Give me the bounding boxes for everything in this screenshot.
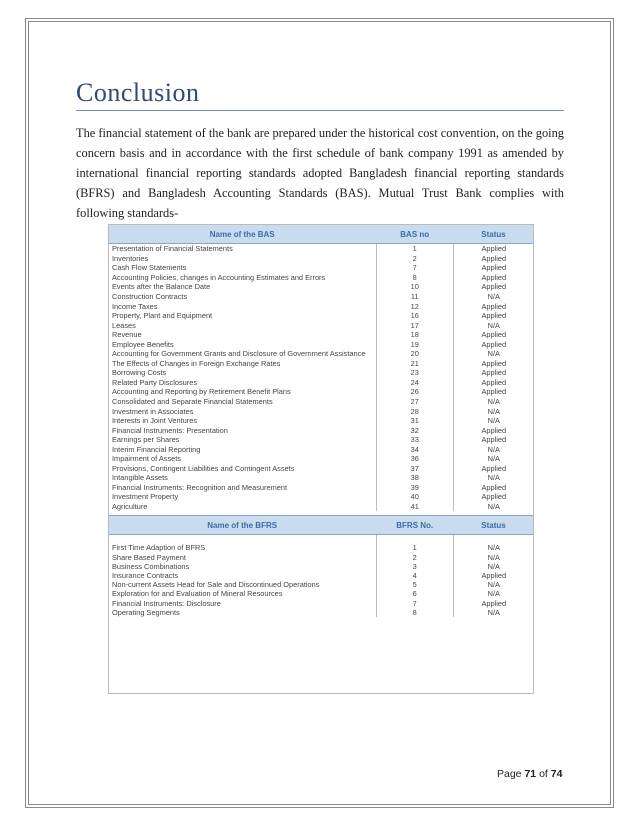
bas-row xyxy=(108,359,534,369)
bas-header-number: BAS no xyxy=(376,225,453,244)
bfrs-table xyxy=(108,515,534,617)
bas-standard-status: N/A xyxy=(487,444,500,454)
bfrs-header-row xyxy=(108,516,534,535)
bas-standard-name: Investment in Associates xyxy=(108,406,376,416)
bfrs-standard-number: 6 xyxy=(376,589,453,598)
page-number xyxy=(497,768,562,780)
bas-standard-status: Applied xyxy=(481,492,507,502)
bas-standard-status: N/A xyxy=(487,502,500,512)
bas-standard-number: 1 xyxy=(376,244,453,254)
heading-rule xyxy=(76,110,564,111)
page-prefix: Page xyxy=(497,768,522,780)
standards-table-image xyxy=(108,224,534,617)
bfrs-standard-status: N/A xyxy=(487,543,500,553)
bas-standard-status: Applied xyxy=(481,244,507,254)
bas-standard-name: Intangible Assets xyxy=(108,473,376,483)
bas-standard-name: Impairment of Assets xyxy=(108,454,376,464)
bas-standard-number: 16 xyxy=(376,311,453,321)
bfrs-standard-number: 3 xyxy=(376,562,453,571)
bas-row xyxy=(108,292,534,302)
bas-header-row xyxy=(108,225,534,244)
bas-row xyxy=(108,349,534,359)
bas-table-body xyxy=(108,244,534,512)
bfrs-row xyxy=(108,543,534,552)
bas-standard-number: 18 xyxy=(376,330,453,340)
bfrs-standard-number: 5 xyxy=(376,580,453,589)
page-current: 71 xyxy=(524,768,537,780)
bfrs-standard-status: Applied xyxy=(481,598,507,608)
bas-row xyxy=(108,254,534,264)
bas-standard-name: Accounting and Reporting by Retirement Benefit Plans xyxy=(108,387,376,397)
bfrs-standard-name: Financial Instruments: Disclosure xyxy=(108,598,376,607)
bas-row xyxy=(108,311,534,321)
bas-standard-number: 27 xyxy=(376,397,453,407)
bfrs-table-body xyxy=(108,543,534,617)
bas-standard-status: Applied xyxy=(481,311,507,321)
bfrs-header-number: BFRS No. xyxy=(376,516,453,535)
bas-row xyxy=(108,301,534,311)
bfrs-row xyxy=(108,562,534,571)
bfrs-standard-number: 2 xyxy=(376,553,453,562)
bfrs-standard-name: Share Based Payment xyxy=(108,553,376,562)
bfrs-standard-name: Operating Segments xyxy=(108,608,376,617)
bas-standard-name: Accounting for Government Grants and Disclosure of Government Assistance xyxy=(108,349,376,359)
bas-standard-number: 12 xyxy=(376,301,453,311)
bas-standard-number: 39 xyxy=(376,483,453,493)
bas-row xyxy=(108,464,534,474)
bas-standard-status: N/A xyxy=(487,454,500,464)
bas-row xyxy=(108,273,534,283)
bas-standard-number: 23 xyxy=(376,368,453,378)
bas-standard-name: Interim Financial Reporting xyxy=(108,444,376,454)
bfrs-header-name: Name of the BFRS xyxy=(108,516,376,535)
bas-row xyxy=(108,425,534,435)
bas-row xyxy=(108,387,534,397)
bas-standard-name: Agriculture xyxy=(108,502,376,512)
bfrs-row xyxy=(108,598,534,607)
bfrs-row xyxy=(108,589,534,598)
bas-standard-name: Related Party Disclosures xyxy=(108,378,376,388)
page-title: Conclusion xyxy=(76,78,200,107)
bfrs-standard-status: N/A xyxy=(487,552,500,562)
bas-row xyxy=(108,378,534,388)
bas-standard-status: Applied xyxy=(481,435,507,445)
bas-row xyxy=(108,473,534,483)
bas-standard-name: Revenue xyxy=(108,330,376,340)
bfrs-standard-status: N/A xyxy=(487,607,500,617)
bfrs-standard-status: N/A xyxy=(487,580,500,590)
bas-standard-name: Inventories xyxy=(108,254,376,264)
bas-standard-name: Leases xyxy=(108,320,376,330)
bas-standard-name: Property, Plant and Equipment xyxy=(108,311,376,321)
bfrs-row xyxy=(108,571,534,580)
bas-standard-name: The Effects of Changes in Foreign Exchange Rates xyxy=(108,359,376,369)
bas-standard-name: Interests in Joint Ventures xyxy=(108,416,376,426)
bas-row xyxy=(108,330,534,340)
bfrs-standard-status: N/A xyxy=(487,589,500,599)
bas-row xyxy=(108,502,534,512)
bas-standard-name: Earnings per Shares xyxy=(108,435,376,445)
bas-standard-number: 41 xyxy=(376,502,453,512)
page-of: of xyxy=(539,768,548,780)
bas-row xyxy=(108,435,534,445)
bas-standard-status: N/A xyxy=(487,349,500,359)
bas-row xyxy=(108,416,534,426)
bas-row xyxy=(108,444,534,454)
bas-standard-number: 20 xyxy=(376,349,453,359)
bas-row xyxy=(108,368,534,378)
bfrs-standard-number: 7 xyxy=(376,598,453,607)
bas-standard-number: 33 xyxy=(376,435,453,445)
bas-standard-number: 8 xyxy=(376,273,453,283)
page-total: 74 xyxy=(550,768,563,780)
bas-standard-number: 7 xyxy=(376,263,453,273)
bas-standard-number: 32 xyxy=(376,425,453,435)
bas-standard-number: 2 xyxy=(376,254,453,264)
bfrs-row xyxy=(108,553,534,562)
bas-standard-status: Applied xyxy=(481,330,507,340)
bas-row xyxy=(108,492,534,502)
bas-standard-status: Applied xyxy=(481,387,507,397)
bas-standard-status: Applied xyxy=(481,263,507,273)
bas-row xyxy=(108,397,534,407)
bas-row xyxy=(108,406,534,416)
bas-standard-name: Consolidated and Separate Financial Statements xyxy=(108,397,376,407)
bas-standard-number: 31 xyxy=(376,416,453,426)
bas-standard-number: 26 xyxy=(376,387,453,397)
bas-standard-number: 10 xyxy=(376,282,453,292)
bas-standard-number: 37 xyxy=(376,464,453,474)
bfrs-row xyxy=(108,580,534,589)
bfrs-standard-name: First Time Adaption of BFRS xyxy=(108,543,376,552)
bas-standard-name: Accounting Policies, changes in Accounting Estimates and Errors xyxy=(108,273,376,283)
bfrs-standard-number: 8 xyxy=(376,608,453,617)
bas-standard-number: 34 xyxy=(376,444,453,454)
bas-row xyxy=(108,244,534,254)
bas-standard-number: 17 xyxy=(376,320,453,330)
bfrs-standard-status: N/A xyxy=(487,561,500,571)
bas-standard-name: Cash Flow Statements xyxy=(108,263,376,273)
bas-standard-status: Applied xyxy=(481,339,507,349)
bas-standard-name: Employee Benefits xyxy=(108,339,376,349)
bas-standard-number: 28 xyxy=(376,406,453,416)
bas-standard-number: 21 xyxy=(376,359,453,369)
bas-standard-number: 24 xyxy=(376,378,453,388)
bas-standard-status: Applied xyxy=(481,253,507,263)
bas-standard-status: Applied xyxy=(481,377,507,387)
bas-standard-status: Applied xyxy=(481,368,507,378)
bas-row xyxy=(108,282,534,292)
bfrs-row xyxy=(108,608,534,617)
bas-standard-status: N/A xyxy=(487,416,500,426)
bas-standard-status: N/A xyxy=(487,292,500,301)
bas-standard-number: 19 xyxy=(376,339,453,349)
bas-standard-name: Presentation of Financial Statements xyxy=(108,244,376,254)
bas-standard-name: Provisions, Contingent Liabilities and Contingent Assets xyxy=(108,464,376,474)
bas-standard-status: N/A xyxy=(487,320,500,330)
bas-standard-status: Applied xyxy=(481,463,507,473)
bas-standard-name: Investment Property xyxy=(108,492,376,502)
bas-standard-status: N/A xyxy=(487,397,500,407)
bas-standard-status: Applied xyxy=(481,282,507,292)
bas-header-name: Name of the BAS xyxy=(108,225,376,244)
bas-standard-name: Income Taxes xyxy=(108,301,376,311)
bfrs-standard-name: Non-current Assets Head for Sale and Discontinued Operations xyxy=(108,580,376,589)
bas-standard-status: Applied xyxy=(481,272,507,282)
conclusion-paragraph: The financial statement of the bank are prepared under the historical cost convention, on the going concern basis and in accordance with the first schedule of bank company 1991 as amended by international financial reporting standards adopted Bangladesh financial reporting standards (BFRS) and Bangladesh Accounting Standards (BAS). Mutual Trust Bank complies with following standards- xyxy=(76,126,564,220)
bas-standard-status: Applied xyxy=(481,482,507,492)
bas-standard-number: 38 xyxy=(376,473,453,483)
bas-row xyxy=(108,483,534,493)
bas-table xyxy=(108,224,534,511)
bas-standard-name: Construction Contracts xyxy=(108,292,376,302)
bas-standard-name: Financial Instruments: Recognition and Measurement xyxy=(108,483,376,493)
bas-standard-status: Applied xyxy=(481,301,507,311)
bas-standard-name: Borrowing Costs xyxy=(108,368,376,378)
bas-standard-number: 11 xyxy=(376,292,453,302)
bfrs-standard-number: 1 xyxy=(376,543,453,552)
bas-standard-number: 40 xyxy=(376,492,453,502)
bas-header-status: Status xyxy=(453,225,534,244)
bfrs-standard-status: Applied xyxy=(481,570,507,580)
bfrs-header-status: Status xyxy=(453,516,534,535)
bas-standard-status: N/A xyxy=(487,473,500,483)
bas-row xyxy=(108,454,534,464)
bas-standard-status: Applied xyxy=(481,425,507,435)
bas-row xyxy=(108,263,534,273)
bas-row xyxy=(108,320,534,330)
bfrs-standard-name: Business Combinations xyxy=(108,562,376,571)
bas-standard-name: Financial Instruments: Presentation xyxy=(108,425,376,435)
bas-standard-status: N/A xyxy=(487,406,500,416)
bas-standard-name: Events after the Balance Date xyxy=(108,282,376,292)
bfrs-standard-number: 4 xyxy=(376,571,453,580)
bfrs-standard-name: Exploration for and Evaluation of Mineral Resources xyxy=(108,589,376,598)
bas-row xyxy=(108,339,534,349)
bas-standard-number: 36 xyxy=(376,454,453,464)
bfrs-standard-name: Insurance Contracts xyxy=(108,571,376,580)
bas-standard-status: Applied xyxy=(481,358,507,368)
